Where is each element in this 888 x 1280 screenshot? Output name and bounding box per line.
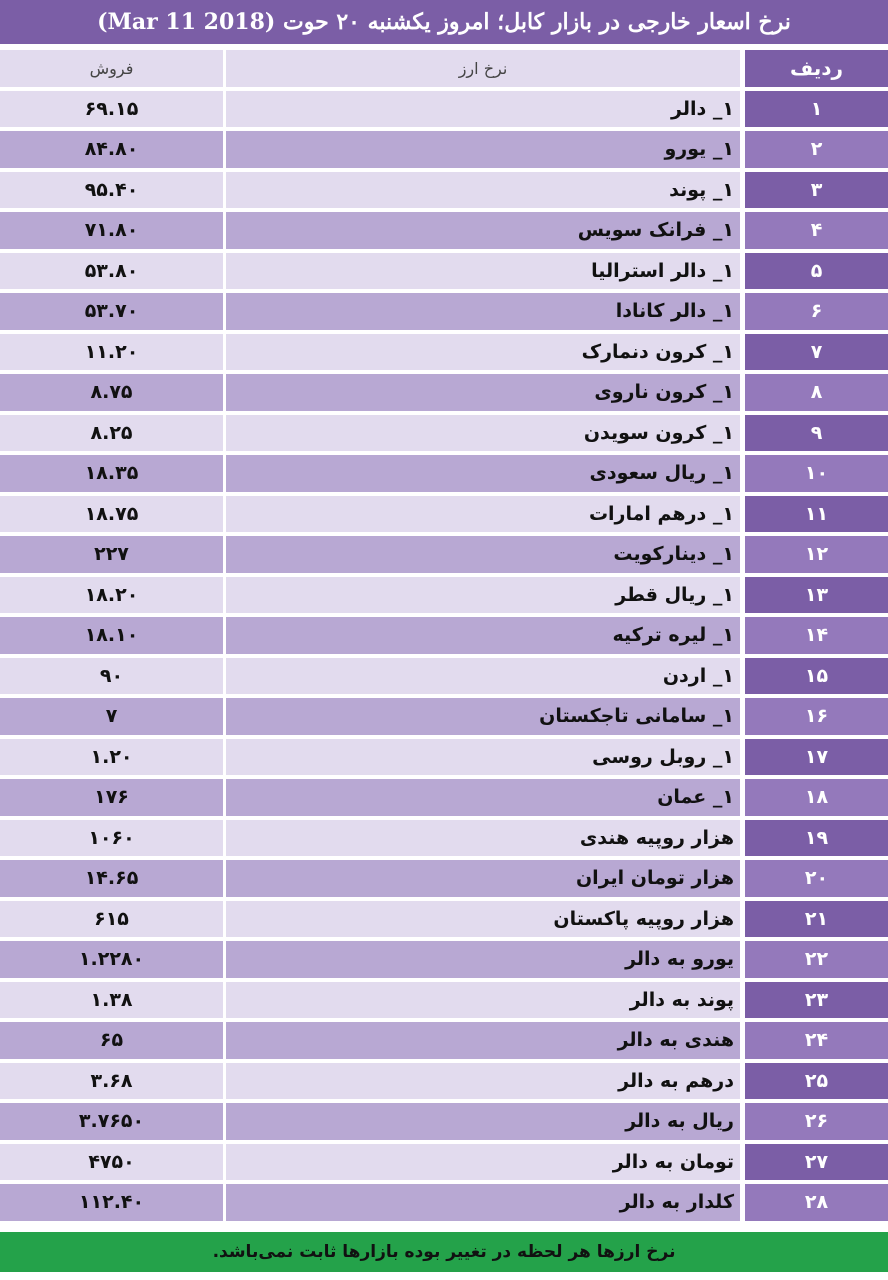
sell-rate: ۸۴.۸۰	[0, 131, 223, 168]
sell-rate: ۸.۲۵	[0, 415, 223, 452]
header-currency: نرخ ارز	[226, 50, 740, 87]
table-row	[0, 372, 888, 413]
currency-name: ۱_ کرون ناروی	[226, 374, 740, 411]
sell-rate: ۱۴.۶۵	[0, 860, 223, 897]
currency-name: ۱_ دالر استرالیا	[226, 253, 740, 290]
row-index: ۱	[745, 91, 888, 128]
table-row	[0, 210, 888, 251]
sell-rate: ۷	[0, 698, 223, 735]
row-index: ۲۳	[745, 982, 888, 1019]
table-row	[0, 332, 888, 373]
currency-name: ۱_ فرانک سویس	[226, 212, 740, 249]
row-index: ۷	[745, 334, 888, 371]
table-row	[0, 291, 888, 332]
table-row	[0, 1142, 888, 1183]
row-index: ۱۷	[745, 739, 888, 776]
table-row	[0, 777, 888, 818]
table-row	[0, 251, 888, 292]
table-row	[0, 656, 888, 697]
row-index: ۱۰	[745, 455, 888, 492]
row-index: ۱۵	[745, 658, 888, 695]
table-row	[0, 1020, 888, 1061]
currency-name: ۱_ لیره ترکیه	[226, 617, 740, 654]
sell-rate: ۴۷۵۰	[0, 1144, 223, 1181]
currency-name: ۱_ اردن	[226, 658, 740, 695]
row-index: ۲۲	[745, 941, 888, 978]
table-row	[0, 615, 888, 656]
currency-name: ۱_ دالر	[226, 91, 740, 128]
currency-name: هزار تومان ایران	[226, 860, 740, 897]
currency-name: درهم به دالر	[226, 1063, 740, 1100]
row-index: ۵	[745, 253, 888, 290]
table-row	[0, 980, 888, 1021]
currency-name: ۱_ دینارکویت	[226, 536, 740, 573]
sell-rate: ۱۸.۳۵	[0, 455, 223, 492]
row-index: ۲۰	[745, 860, 888, 897]
sell-rate: ۱۸.۷۵	[0, 496, 223, 533]
currency-name: ۱_ عمان	[226, 779, 740, 816]
sell-rate: ۳.۶۸	[0, 1063, 223, 1100]
row-index: ۱۲	[745, 536, 888, 573]
row-index: ۲۶	[745, 1103, 888, 1140]
sell-rate: ۲۲۷	[0, 536, 223, 573]
currency-name: ۱_ ریال سعودی	[226, 455, 740, 492]
sell-rate: ۱.۲۰	[0, 739, 223, 776]
sell-rate: ۱۰۶۰	[0, 820, 223, 857]
table-row	[0, 899, 888, 940]
sell-rate: ۱.۲۲۸۰	[0, 941, 223, 978]
table-row	[0, 1061, 888, 1102]
row-index: ۲۷	[745, 1144, 888, 1181]
table-row	[0, 858, 888, 899]
currency-name: پوند به دالر	[226, 982, 740, 1019]
sell-rate: ۱.۳۸	[0, 982, 223, 1019]
row-index: ۶	[745, 293, 888, 330]
currency-name: ۱_ روبل روسی	[226, 739, 740, 776]
rates-table	[0, 48, 888, 1223]
row-index: ۱۴	[745, 617, 888, 654]
row-index: ۱۳	[745, 577, 888, 614]
currency-name: ۱_ یورو	[226, 131, 740, 168]
table-row	[0, 534, 888, 575]
table-row	[0, 696, 888, 737]
sell-rate: ۱۸.۲۰	[0, 577, 223, 614]
row-index: ۹	[745, 415, 888, 452]
sell-rate: ۶۵	[0, 1022, 223, 1059]
table-header	[0, 48, 888, 89]
currency-name: تومان به دالر	[226, 1144, 740, 1181]
sell-rate: ۶۹.۱۵	[0, 91, 223, 128]
sell-rate: ۷۱.۸۰	[0, 212, 223, 249]
row-index: ۱۹	[745, 820, 888, 857]
currency-name: هزار روپیه هندی	[226, 820, 740, 857]
currency-name: یورو به دالر	[226, 941, 740, 978]
currency-name: ۱_ درهم امارات	[226, 496, 740, 533]
table-row	[0, 89, 888, 130]
currency-name: ۱_ دالر کانادا	[226, 293, 740, 330]
table-row	[0, 453, 888, 494]
row-index: ۸	[745, 374, 888, 411]
currency-name: ۱_ کرون سویدن	[226, 415, 740, 452]
currency-name: هندی به دالر	[226, 1022, 740, 1059]
table-body	[0, 89, 888, 1223]
table-row	[0, 737, 888, 778]
currency-name: ریال به دالر	[226, 1103, 740, 1140]
row-index: ۲	[745, 131, 888, 168]
sell-rate: ۸.۷۵	[0, 374, 223, 411]
table-row	[0, 170, 888, 211]
footer-note: نرخ ارزها هر لحظه در تغییر بوده بازارها ثابت نمی‌باشد.	[0, 1232, 888, 1272]
page-title: نرخ اسعار خارجی در بازار کابل؛ امروز یکشنبه ۲۰ حوت (Mar 11 2018)	[0, 0, 888, 44]
row-index: ۲۵	[745, 1063, 888, 1100]
currency-name: هزار روپیه پاکستان	[226, 901, 740, 938]
currency-name: ۱_ ریال قطر	[226, 577, 740, 614]
table-row	[0, 575, 888, 616]
row-index: ۳	[745, 172, 888, 209]
row-index: ۱۱	[745, 496, 888, 533]
sell-rate: ۳.۷۶۵۰	[0, 1103, 223, 1140]
sell-rate: ۱۷۶	[0, 779, 223, 816]
table-row	[0, 1101, 888, 1142]
sell-rate: ۱۸.۱۰	[0, 617, 223, 654]
header-sell: فروش	[0, 50, 223, 87]
header-index: ردیف	[745, 50, 888, 87]
table-row	[0, 129, 888, 170]
table-row	[0, 413, 888, 454]
row-index: ۴	[745, 212, 888, 249]
sell-rate: ۹۰	[0, 658, 223, 695]
table-row	[0, 494, 888, 535]
currency-name: ۱_ کرون دنمارک	[226, 334, 740, 371]
sell-rate: ۹۵.۴۰	[0, 172, 223, 209]
row-index: ۲۸	[745, 1184, 888, 1221]
row-index: ۲۴	[745, 1022, 888, 1059]
sell-rate: ۶۱۵	[0, 901, 223, 938]
sell-rate: ۵۳.۷۰	[0, 293, 223, 330]
table-row	[0, 1182, 888, 1223]
row-index: ۱۶	[745, 698, 888, 735]
row-index: ۲۱	[745, 901, 888, 938]
sell-rate: ۱۱۲.۴۰	[0, 1184, 223, 1221]
sell-rate: ۱۱.۲۰	[0, 334, 223, 371]
row-index: ۱۸	[745, 779, 888, 816]
currency-name: ۱_ سامانی تاجکستان	[226, 698, 740, 735]
sell-rate: ۵۳.۸۰	[0, 253, 223, 290]
table-row	[0, 939, 888, 980]
currency-name: کلدار به دالر	[226, 1184, 740, 1221]
currency-name: ۱_ پوند	[226, 172, 740, 209]
table-row	[0, 818, 888, 859]
